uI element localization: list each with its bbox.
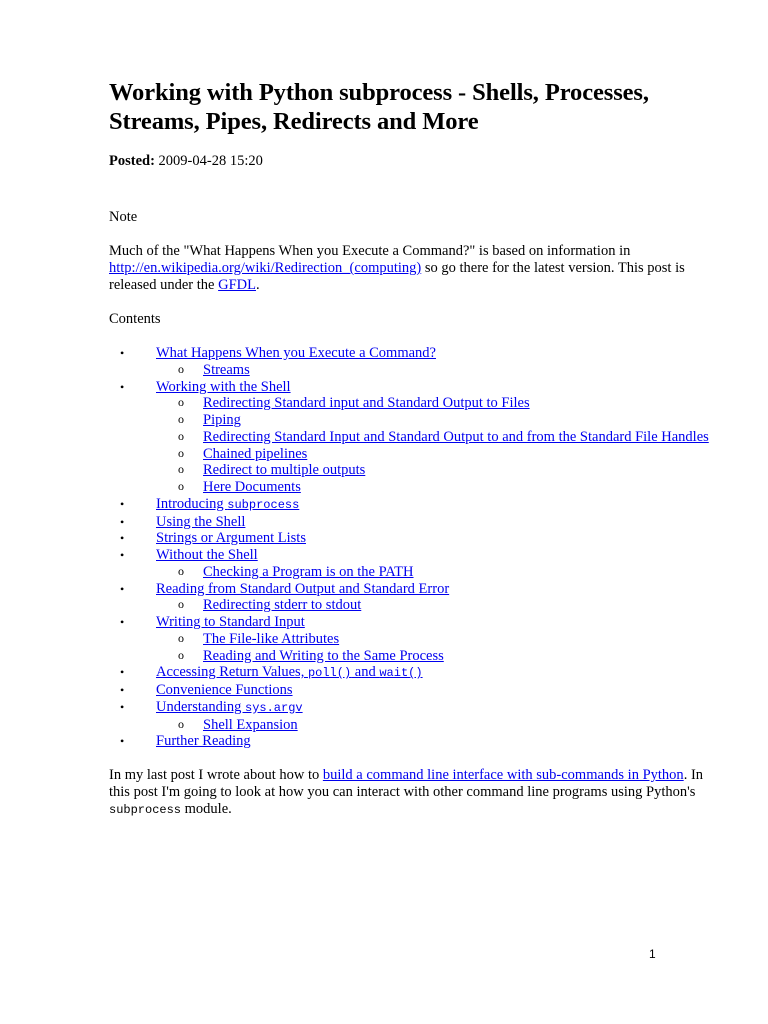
sub-bullet-icon: o bbox=[178, 563, 184, 578]
toc-subitem bbox=[109, 648, 709, 665]
sub-bullet-icon: o bbox=[178, 462, 184, 477]
bullet-icon: • bbox=[120, 496, 125, 511]
intro-text-2: so go there for the latest version. This post is released under the bbox=[109, 260, 685, 293]
gfdl-link[interactable]: GFDL bbox=[218, 277, 256, 293]
toc-item bbox=[109, 530, 709, 547]
toc-item bbox=[109, 581, 709, 598]
bullet-icon: • bbox=[120, 683, 125, 697]
sub-bullet-icon: o bbox=[178, 630, 184, 645]
toc-link-code: wait() bbox=[379, 666, 423, 681]
closing-text-2: . In this post I'm going to look at how you can interact with other command line programs using Python's bbox=[109, 767, 704, 800]
bullet-icon: • bbox=[120, 548, 125, 562]
toc-item bbox=[109, 614, 709, 631]
toc-link-code: sys.argv bbox=[245, 700, 303, 715]
toc-sublist bbox=[109, 362, 709, 379]
toc-item bbox=[109, 547, 709, 564]
toc-item bbox=[109, 514, 709, 531]
toc-link[interactable] bbox=[156, 699, 303, 715]
table-of-contents bbox=[109, 345, 709, 750]
sub-bullet-icon: o bbox=[178, 445, 184, 460]
toc-sublink[interactable]: The File-like Attributes bbox=[203, 630, 340, 647]
toc-subitem bbox=[109, 717, 709, 734]
bullet-icon: • bbox=[120, 346, 125, 360]
posted-date: 2009-04-28 15:20 bbox=[158, 153, 263, 169]
toc-link[interactable]: What Happens When you Execute a Command? bbox=[156, 345, 436, 361]
toc-subitem bbox=[109, 412, 709, 429]
bullet-icon: • bbox=[120, 379, 125, 394]
toc-sublink[interactable]: Shell Expansion bbox=[203, 716, 298, 733]
toc-link-code: subprocess bbox=[227, 497, 300, 512]
document-page bbox=[109, 78, 709, 819]
toc-sublist bbox=[109, 717, 709, 734]
closing-text-3: module. bbox=[181, 801, 232, 817]
toc-sublist bbox=[109, 564, 709, 581]
posted-label: Posted: bbox=[109, 153, 155, 169]
toc-sublist-container bbox=[109, 395, 709, 496]
toc-sublink[interactable]: Here Documents bbox=[203, 479, 301, 495]
bullet-icon: • bbox=[120, 699, 125, 714]
toc-sublink[interactable]: Redirecting Standard Input and Standard Output to and from the Standard File Handles bbox=[203, 428, 709, 445]
toc-sublist bbox=[109, 631, 709, 665]
toc-subitem bbox=[109, 479, 709, 496]
toc-link[interactable]: Working with the Shell bbox=[156, 378, 291, 395]
toc-subitem bbox=[109, 395, 709, 412]
toc-sublist-container bbox=[109, 564, 709, 581]
toc-sublink[interactable]: Streams bbox=[203, 361, 250, 378]
toc-link[interactable]: Reading from Standard Output and Standard Error bbox=[156, 580, 450, 597]
bullet-icon: • bbox=[120, 734, 125, 749]
sub-bullet-icon: o bbox=[178, 395, 184, 410]
cli-post-link[interactable]: build a command line interface with sub-commands in Python bbox=[322, 767, 684, 783]
toc-sublink[interactable]: Redirect to multiple outputs bbox=[203, 462, 366, 479]
toc-sublink[interactable]: Reading and Writing to the Same Process bbox=[203, 647, 444, 664]
bullet-icon: • bbox=[120, 581, 125, 596]
toc-item bbox=[109, 379, 709, 396]
toc-link[interactable]: Without the Shell bbox=[156, 547, 258, 563]
subprocess-code: subprocess bbox=[109, 803, 182, 817]
sub-bullet-icon: o bbox=[178, 479, 184, 493]
toc-sublink[interactable]: Redirecting stderr to stdout bbox=[203, 597, 362, 614]
toc-item bbox=[109, 733, 709, 750]
sub-bullet-icon: o bbox=[178, 361, 184, 376]
contents-heading: Contents bbox=[109, 311, 161, 327]
toc-item bbox=[109, 699, 709, 717]
closing-paragraph bbox=[109, 767, 709, 819]
toc-subitem bbox=[109, 429, 709, 446]
bullet-icon: • bbox=[120, 615, 125, 629]
posted-line bbox=[109, 153, 709, 170]
toc-subitem bbox=[109, 564, 709, 581]
bullet-icon: • bbox=[120, 531, 125, 546]
toc-sublist bbox=[109, 395, 709, 496]
toc-sublist bbox=[109, 597, 709, 614]
bullet-icon: • bbox=[120, 514, 125, 529]
toc-item bbox=[109, 664, 709, 682]
sub-bullet-icon: o bbox=[178, 412, 184, 426]
sub-bullet-icon: o bbox=[178, 716, 184, 731]
toc-sublist-container bbox=[109, 362, 709, 379]
closing-text-1: In my last post I wrote about how to bbox=[109, 767, 323, 783]
toc-link[interactable]: Using the Shell bbox=[156, 513, 246, 530]
sub-bullet-icon: o bbox=[178, 647, 184, 662]
toc-item bbox=[109, 496, 709, 514]
toc-item bbox=[109, 345, 709, 362]
toc-sublink[interactable]: Checking a Program is on the PATH bbox=[203, 563, 414, 580]
toc-sublink[interactable]: Piping bbox=[203, 412, 241, 428]
toc-link-text: Accessing Return Values, bbox=[156, 664, 308, 681]
toc-link-text: and bbox=[351, 664, 380, 681]
sub-bullet-icon: o bbox=[178, 597, 184, 612]
toc-link[interactable]: Strings or Argument Lists bbox=[156, 530, 306, 547]
toc-link[interactable]: Writing to Standard Input bbox=[156, 614, 305, 630]
toc-sublist-container bbox=[109, 597, 709, 614]
toc-subitem bbox=[109, 597, 709, 614]
intro-paragraph bbox=[109, 243, 709, 294]
toc-sublist-container bbox=[109, 631, 709, 665]
toc-link[interactable] bbox=[156, 496, 299, 512]
bullet-icon: • bbox=[120, 665, 125, 680]
toc-sublist-container bbox=[109, 717, 709, 734]
toc-link[interactable]: Further Reading bbox=[156, 733, 251, 750]
toc-link[interactable]: Convenience Functions bbox=[156, 682, 293, 698]
wikipedia-link[interactable]: http://en.wikipedia.org/wiki/Redirection_(computing) bbox=[109, 260, 422, 276]
page-number: 1 bbox=[649, 947, 656, 961]
toc-sublink[interactable]: Redirecting Standard input and Standard Output to Files bbox=[203, 395, 530, 412]
intro-text-1: Much of the "What Happens When you Execute a Command?" is based on information in bbox=[109, 243, 631, 259]
note-label: Note bbox=[109, 209, 138, 225]
page-title: Working with Python subprocess - Shells, Processes, Streams, Pipes, Redirects and More bbox=[109, 79, 649, 135]
intro-text-3: . bbox=[255, 277, 260, 293]
toc-link-code: poll() bbox=[307, 666, 352, 681]
toc-link[interactable] bbox=[156, 664, 423, 680]
toc-link-text: Introducing bbox=[156, 495, 228, 512]
toc-subitem bbox=[109, 446, 709, 463]
toc-link-text: Understanding bbox=[156, 698, 245, 715]
toc-subitem bbox=[109, 631, 709, 648]
sub-bullet-icon: o bbox=[178, 428, 184, 443]
toc-subitem bbox=[109, 362, 709, 379]
toc-subitem bbox=[109, 462, 709, 479]
toc-item bbox=[109, 682, 709, 699]
toc-sublink[interactable]: Chained pipelines bbox=[203, 445, 308, 462]
